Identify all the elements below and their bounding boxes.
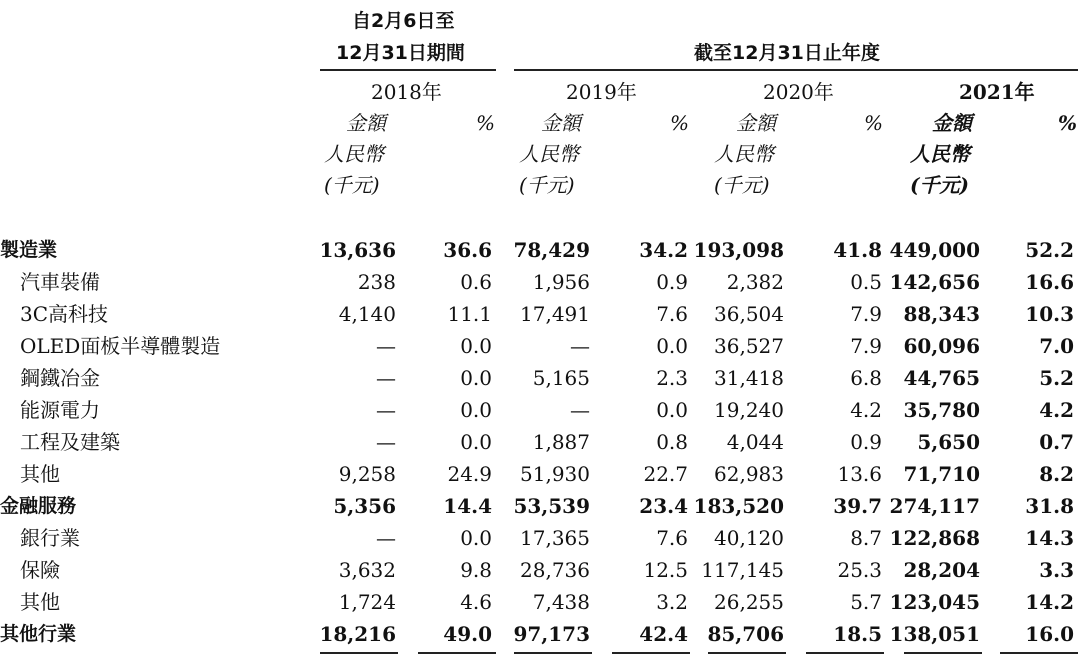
cell-pct-2018: 9.8 [460, 558, 492, 582]
unit-line: (千元) [519, 173, 575, 197]
cell-amount-2020: 40,120 [714, 526, 784, 550]
unit-line: 人民幣 [714, 142, 774, 166]
unit-label-2019 [519, 108, 581, 201]
cell-pct-2021: 14.2 [1025, 590, 1074, 614]
cell-amount-2020: 4,044 [726, 430, 784, 454]
cell-amount-2020: 85,706 [707, 622, 784, 646]
row-label: 製造業 [0, 239, 58, 261]
bottom-rule [418, 652, 496, 654]
cell-amount-2021: 449,000 [889, 238, 980, 262]
cell-amount-2020: 183,520 [693, 494, 784, 518]
unit-label-2021 [910, 108, 972, 201]
cell-pct-2018: 0.0 [460, 398, 492, 422]
cell-pct-2021: 4.2 [1039, 398, 1074, 422]
cell-pct-2020: 6.8 [850, 366, 882, 390]
bottom-rule [806, 652, 884, 654]
unit-line: (千元) [714, 173, 770, 197]
cell-amount-2020: 36,504 [714, 302, 784, 326]
cell-pct-2018: 0.0 [460, 366, 492, 390]
cell-amount-2021: 138,051 [889, 622, 980, 646]
cell-amount-2019: 17,491 [520, 302, 590, 326]
cell-amount-2020: 193,098 [693, 238, 784, 262]
cell-amount-2018: 5,356 [333, 494, 396, 518]
cell-pct-2020: 7.9 [850, 302, 882, 326]
cell-pct-2020: 0.5 [850, 270, 882, 294]
cell-pct-2020: 25.3 [837, 558, 882, 582]
cell-pct-2021: 8.2 [1039, 462, 1074, 486]
unit-line: 人民幣 [519, 142, 579, 166]
table-row [0, 586, 1080, 618]
unit-line: 人民幣 [324, 142, 384, 166]
row-label: 其他 [20, 590, 60, 614]
cell-pct-2019: 7.6 [656, 526, 688, 550]
cell-amount-2019: 17,365 [520, 526, 590, 550]
cell-amount-2018: — [376, 398, 396, 422]
year-end-heading: 截至12月31日止年度 [694, 42, 880, 64]
cell-pct-2020: 5.7 [850, 590, 882, 614]
cell-amount-2021: 274,117 [889, 494, 980, 518]
table-row [0, 362, 1080, 394]
year-2020: 2020年 [763, 80, 834, 104]
pct-label-2019: % [670, 111, 690, 135]
cell-pct-2020: 4.2 [850, 398, 882, 422]
cell-pct-2019: 23.4 [639, 494, 688, 518]
bottom-rule [612, 652, 690, 654]
cell-amount-2018: — [376, 334, 396, 358]
unit-label-2018 [324, 108, 386, 201]
cell-pct-2021: 5.2 [1039, 366, 1074, 390]
cell-pct-2019: 22.7 [643, 462, 688, 486]
cell-pct-2021: 10.3 [1025, 302, 1074, 326]
year-2018: 2018年 [371, 80, 442, 104]
table-row [0, 554, 1080, 586]
table-row [0, 426, 1080, 458]
table-row-category [0, 234, 1080, 266]
cell-amount-2020: 36,527 [714, 334, 784, 358]
cell-amount-2018: — [376, 526, 396, 550]
cell-amount-2019: 97,173 [513, 622, 590, 646]
cell-amount-2021: 71,710 [903, 462, 980, 486]
cell-pct-2019: 0.0 [656, 398, 688, 422]
pct-label-2018: % [476, 111, 496, 135]
cell-amount-2021: 122,868 [889, 526, 980, 550]
bottom-rule [320, 652, 398, 654]
cell-amount-2019: — [570, 334, 590, 358]
cell-amount-2021: 35,780 [903, 398, 980, 422]
cell-pct-2019: 0.0 [656, 334, 688, 358]
row-label: 能源電力 [20, 398, 100, 422]
unit-line: 金額 [346, 111, 386, 135]
cell-amount-2021: 28,204 [903, 558, 980, 582]
cell-amount-2021: 142,656 [889, 270, 980, 294]
cell-amount-2019: 7,438 [532, 590, 590, 614]
cell-amount-2020: 31,418 [714, 366, 784, 390]
row-label: 鋼鐵冶金 [20, 366, 100, 390]
cell-amount-2019: 51,930 [520, 462, 590, 486]
row-label: 其他 [20, 462, 60, 486]
table-row-category [0, 618, 1080, 650]
cell-pct-2019: 0.9 [656, 270, 688, 294]
cell-amount-2020: 117,145 [701, 558, 784, 582]
cell-amount-2021: 123,045 [889, 590, 980, 614]
cell-pct-2020: 7.9 [850, 334, 882, 358]
table-row [0, 458, 1080, 490]
table-row-category [0, 490, 1080, 522]
row-label: 3C高科技 [20, 302, 109, 326]
unit-line: 金額 [541, 111, 581, 135]
cell-amount-2021: 88,343 [903, 302, 980, 326]
row-label: 其他行業 [0, 623, 77, 645]
cell-pct-2021: 16.0 [1025, 622, 1074, 646]
row-label: 銀行業 [20, 526, 80, 550]
cell-amount-2018: 1,724 [338, 590, 396, 614]
cell-amount-2019: 1,956 [532, 270, 590, 294]
cell-pct-2020: 8.7 [850, 526, 882, 550]
cell-pct-2020: 39.7 [833, 494, 882, 518]
cell-pct-2018: 0.0 [460, 526, 492, 550]
cell-amount-2019: 53,539 [513, 494, 590, 518]
cell-amount-2021: 60,096 [903, 334, 980, 358]
cell-pct-2018: 24.9 [447, 462, 492, 486]
cell-amount-2020: 19,240 [714, 398, 784, 422]
cell-pct-2020: 41.8 [833, 238, 882, 262]
row-label: 金融服務 [0, 495, 77, 517]
cell-amount-2018: 18,216 [319, 622, 396, 646]
cell-amount-2019: 5,165 [532, 366, 590, 390]
unit-line: 金額 [736, 111, 776, 135]
cell-pct-2018: 11.1 [447, 302, 492, 326]
cell-amount-2021: 5,650 [917, 430, 980, 454]
row-label: OLED面板半導體製造 [20, 334, 221, 358]
cell-amount-2018: — [376, 430, 396, 454]
cell-amount-2020: 2,382 [726, 270, 784, 294]
year-end-underline [514, 69, 1078, 71]
cell-pct-2019: 3.2 [656, 590, 688, 614]
period-line-2: 12月31日期間 [336, 42, 465, 64]
cell-pct-2019: 42.4 [639, 622, 688, 646]
bottom-rule [904, 652, 982, 654]
cell-amount-2021: 44,765 [903, 366, 980, 390]
table-row [0, 522, 1080, 554]
cell-pct-2018: 36.6 [443, 238, 492, 262]
cell-amount-2020: 62,983 [714, 462, 784, 486]
cell-pct-2019: 0.8 [656, 430, 688, 454]
cell-amount-2019: 1,887 [532, 430, 590, 454]
unit-label-2020 [714, 108, 776, 201]
cell-amount-2019: — [570, 398, 590, 422]
cell-pct-2020: 0.9 [850, 430, 882, 454]
cell-amount-2018: 4,140 [338, 302, 396, 326]
cell-pct-2021: 7.0 [1039, 334, 1074, 358]
year-2021: 2021年 [959, 80, 1035, 104]
cell-pct-2018: 14.4 [443, 494, 492, 518]
cell-amount-2018: — [376, 366, 396, 390]
unit-line: 人民幣 [910, 142, 970, 166]
cell-pct-2021: 16.6 [1025, 270, 1074, 294]
cell-pct-2021: 52.2 [1025, 238, 1074, 262]
cell-pct-2020: 13.6 [837, 462, 882, 486]
pct-label-2021: % [1058, 111, 1078, 135]
cell-amount-2019: 28,736 [520, 558, 590, 582]
cell-pct-2021: 31.8 [1025, 494, 1074, 518]
cell-pct-2019: 12.5 [643, 558, 688, 582]
bottom-rule [1000, 652, 1078, 654]
cell-pct-2021: 0.7 [1039, 430, 1074, 454]
bottom-rule [514, 652, 592, 654]
cell-amount-2018: 3,632 [338, 558, 396, 582]
cell-pct-2021: 14.3 [1025, 526, 1074, 550]
cell-pct-2021: 3.3 [1039, 558, 1074, 582]
unit-line: 金額 [932, 111, 972, 135]
cell-amount-2018: 13,636 [319, 238, 396, 262]
cell-amount-2018: 9,258 [338, 462, 396, 486]
year-2019: 2019年 [566, 80, 637, 104]
cell-pct-2018: 49.0 [443, 622, 492, 646]
table-row [0, 394, 1080, 426]
bottom-rule [708, 652, 786, 654]
unit-line: (千元) [910, 173, 969, 197]
row-label: 保險 [20, 558, 60, 582]
row-label: 工程及建築 [20, 430, 120, 454]
cell-amount-2020: 26,255 [714, 590, 784, 614]
cell-amount-2018: 238 [357, 270, 396, 294]
cell-pct-2019: 7.6 [656, 302, 688, 326]
cell-pct-2019: 2.3 [656, 366, 688, 390]
unit-line: (千元) [324, 173, 380, 197]
table-row [0, 330, 1080, 362]
row-label: 汽車裝備 [20, 270, 100, 294]
cell-pct-2018: 0.6 [460, 270, 492, 294]
table-row [0, 298, 1080, 330]
cell-pct-2018: 0.0 [460, 430, 492, 454]
period-line-1: 自2月6日至 [352, 10, 455, 32]
table-row [0, 266, 1080, 298]
cell-pct-2018: 0.0 [460, 334, 492, 358]
cell-pct-2019: 34.2 [639, 238, 688, 262]
pct-label-2020: % [864, 111, 884, 135]
cell-pct-2018: 4.6 [460, 590, 492, 614]
cell-pct-2020: 18.5 [833, 622, 882, 646]
cell-amount-2019: 78,429 [513, 238, 590, 262]
period-underline [320, 69, 496, 71]
